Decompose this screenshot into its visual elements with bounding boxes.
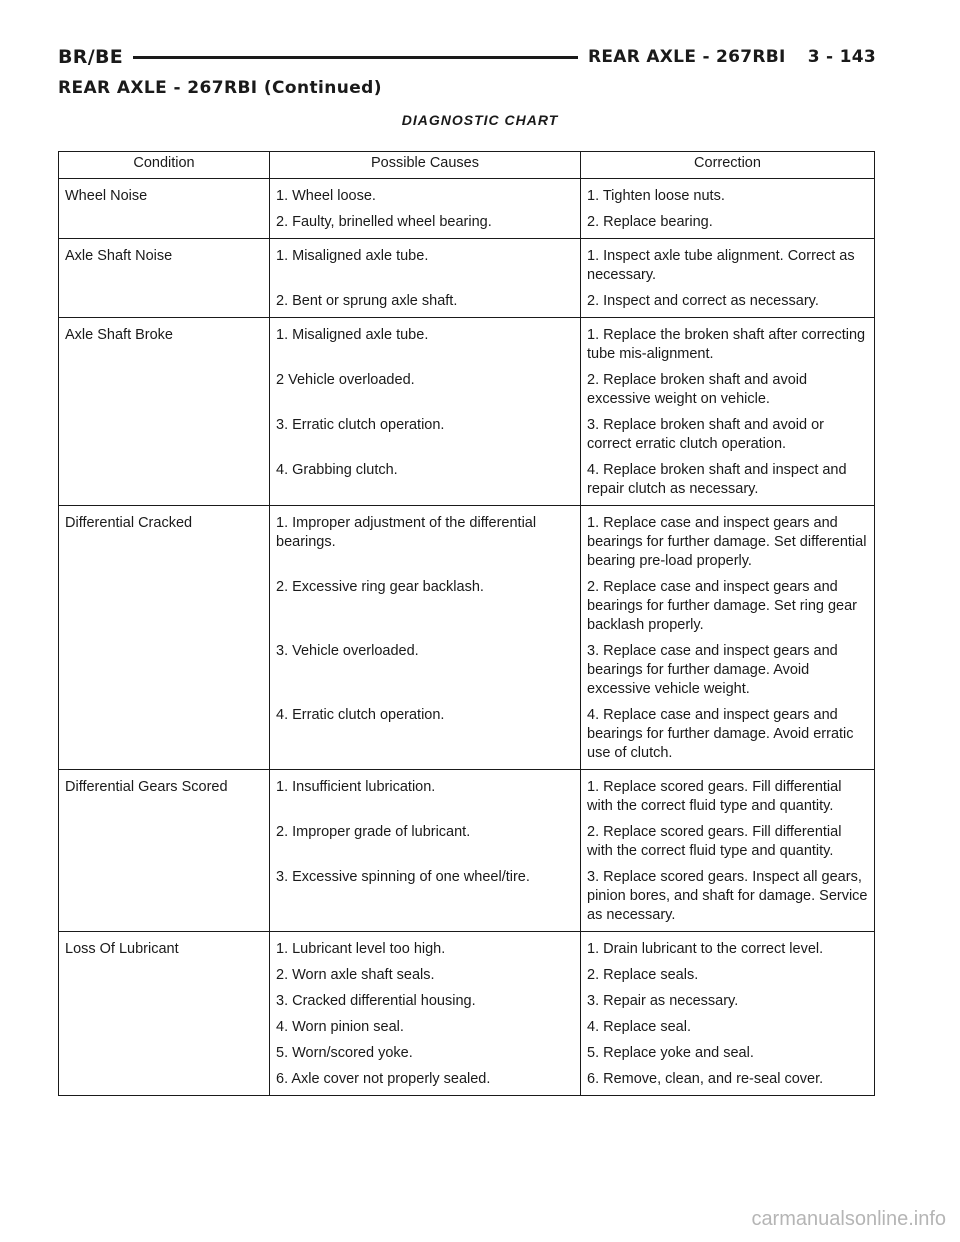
header-section: REAR AXLE - 267RBI	[587, 47, 786, 67]
table-row	[59, 988, 875, 1014]
table-row	[59, 962, 875, 988]
table-row	[59, 506, 875, 575]
condition-cell	[59, 209, 270, 239]
correction-cell: 2. Replace scored gears. Fill differential with the correct fluid type and quantity.	[581, 819, 875, 864]
table-row	[59, 932, 875, 963]
cause-cell: 1. Wheel loose.	[270, 179, 581, 210]
condition-cell	[59, 1014, 270, 1040]
chart-title: DIAGNOSTIC CHART	[401, 112, 559, 128]
condition-cell	[59, 988, 270, 1014]
condition-cell	[59, 457, 270, 506]
condition-cell	[59, 864, 270, 932]
condition-cell: Differential Gears Scored	[65, 779, 228, 795]
condition-cell: Axle Shaft Noise	[65, 248, 173, 264]
correction-cell: 2. Inspect and correct as necessary.	[581, 288, 875, 318]
cause-cell: 1. Insufficient lubrication.	[270, 770, 581, 820]
header-model: BR/BE	[58, 46, 124, 68]
condition-cell	[59, 819, 270, 864]
correction-cell: 3. Replace broken shaft and avoid or correct erratic clutch operation.	[581, 412, 875, 457]
cause-cell: 3. Excessive spinning of one wheel/tire.	[270, 864, 581, 932]
correction-cell: 4. Replace broken shaft and inspect and repair clutch as necessary.	[581, 457, 875, 506]
table-row	[59, 574, 875, 638]
correction-cell: 2. Replace bearing.	[581, 209, 875, 239]
condition-cell: Wheel Noise	[65, 188, 148, 204]
condition-cell: Axle Shaft Broke	[65, 327, 173, 343]
page-header	[58, 46, 876, 68]
condition-cell	[59, 574, 270, 638]
cause-cell: 4. Grabbing clutch.	[270, 457, 581, 506]
condition-cell	[59, 702, 270, 770]
correction-cell: 5. Replace yoke and seal.	[581, 1040, 875, 1066]
table-row	[59, 318, 875, 368]
table-row	[59, 179, 875, 210]
table-row	[59, 1040, 875, 1066]
correction-cell: 3. Replace scored gears. Inspect all gears, pinion bores, and shaft for damage. Service as necessary.	[581, 864, 875, 932]
cause-cell: 1. Improper adjustment of the differential bearings.	[270, 506, 581, 575]
column-header-correction: Correction	[581, 152, 875, 179]
table-row	[59, 770, 875, 820]
correction-cell: 4. Replace seal.	[581, 1014, 875, 1040]
table-row	[59, 412, 875, 457]
correction-cell: 2. Replace case and inspect gears and bearings for further damage. Set ring gear backlash properly.	[581, 574, 875, 638]
cause-cell: 1. Misaligned axle tube.	[270, 239, 581, 289]
watermark: carmanualsonline.info	[751, 1208, 946, 1230]
correction-cell: 4. Replace case and inspect gears and bearings for further damage. Avoid erratic use of clutch.	[581, 702, 875, 770]
cause-cell: 2. Improper grade of lubricant.	[270, 819, 581, 864]
correction-cell: 1. Replace the broken shaft after correcting tube mis-alignment.	[581, 318, 875, 368]
table-row	[59, 457, 875, 506]
cause-cell: 5. Worn/scored yoke.	[270, 1040, 581, 1066]
correction-cell: 1. Drain lubricant to the correct level.	[581, 932, 875, 963]
cause-cell: 1. Lubricant level too high.	[270, 932, 581, 963]
table-row	[59, 638, 875, 702]
cause-cell: 2 Vehicle overloaded.	[270, 367, 581, 412]
cause-cell: 2. Bent or sprung axle shaft.	[270, 288, 581, 318]
condition-cell	[59, 412, 270, 457]
correction-cell: 2. Replace broken shaft and avoid excessive weight on vehicle.	[581, 367, 875, 412]
table-body	[59, 179, 875, 1096]
correction-cell: 6. Remove, clean, and re-seal cover.	[581, 1066, 875, 1096]
correction-cell: 1. Replace case and inspect gears and bearings for further damage. Set differential bearing pre-load properly.	[581, 506, 875, 575]
cause-cell: 3. Erratic clutch operation.	[270, 412, 581, 457]
correction-cell: 3. Repair as necessary.	[581, 988, 875, 1014]
table-header-row	[59, 152, 875, 179]
correction-cell: 2. Replace seals.	[581, 962, 875, 988]
condition-cell	[59, 1066, 270, 1096]
diagnostic-table	[58, 151, 875, 1096]
cause-cell: 6. Axle cover not properly sealed.	[270, 1066, 581, 1096]
header-page-number: 3 - 143	[807, 47, 876, 67]
table-row	[59, 367, 875, 412]
cause-cell: 4. Erratic clutch operation.	[270, 702, 581, 770]
cause-cell: 2. Faulty, brinelled wheel bearing.	[270, 209, 581, 239]
condition-cell	[59, 288, 270, 318]
condition-cell	[59, 367, 270, 412]
correction-cell: 1. Inspect axle tube alignment. Correct as necessary.	[581, 239, 875, 289]
condition-cell	[59, 962, 270, 988]
cause-cell: 4. Worn pinion seal.	[270, 1014, 581, 1040]
condition-cell	[59, 1040, 270, 1066]
table-row	[59, 1014, 875, 1040]
cause-cell: 2. Excessive ring gear backlash.	[270, 574, 581, 638]
cause-cell: 2. Worn axle shaft seals.	[270, 962, 581, 988]
table-row	[59, 819, 875, 864]
table-row	[59, 209, 875, 239]
condition-cell	[59, 638, 270, 702]
table-row	[59, 1066, 875, 1096]
condition-cell: Loss Of Lubricant	[65, 941, 179, 957]
table-row	[59, 239, 875, 289]
correction-cell: 1. Tighten loose nuts.	[581, 179, 875, 210]
cause-cell: 3. Vehicle overloaded.	[270, 638, 581, 702]
column-header-causes: Possible Causes	[270, 152, 581, 179]
cause-cell: 3. Cracked differential housing.	[270, 988, 581, 1014]
header-rule	[133, 56, 578, 59]
correction-cell: 3. Replace case and inspect gears and bearings for further damage. Avoid excessive vehicle weight.	[581, 638, 875, 702]
condition-cell: Differential Cracked	[65, 515, 193, 531]
table-row	[59, 864, 875, 932]
table-row	[59, 702, 875, 770]
correction-cell: 1. Replace scored gears. Fill differential with the correct fluid type and quantity.	[581, 770, 875, 820]
continued-title: REAR AXLE - 267RBI (Continued)	[58, 78, 382, 98]
column-header-condition: Condition	[59, 152, 270, 179]
cause-cell: 1. Misaligned axle tube.	[270, 318, 581, 368]
table-row	[59, 288, 875, 318]
